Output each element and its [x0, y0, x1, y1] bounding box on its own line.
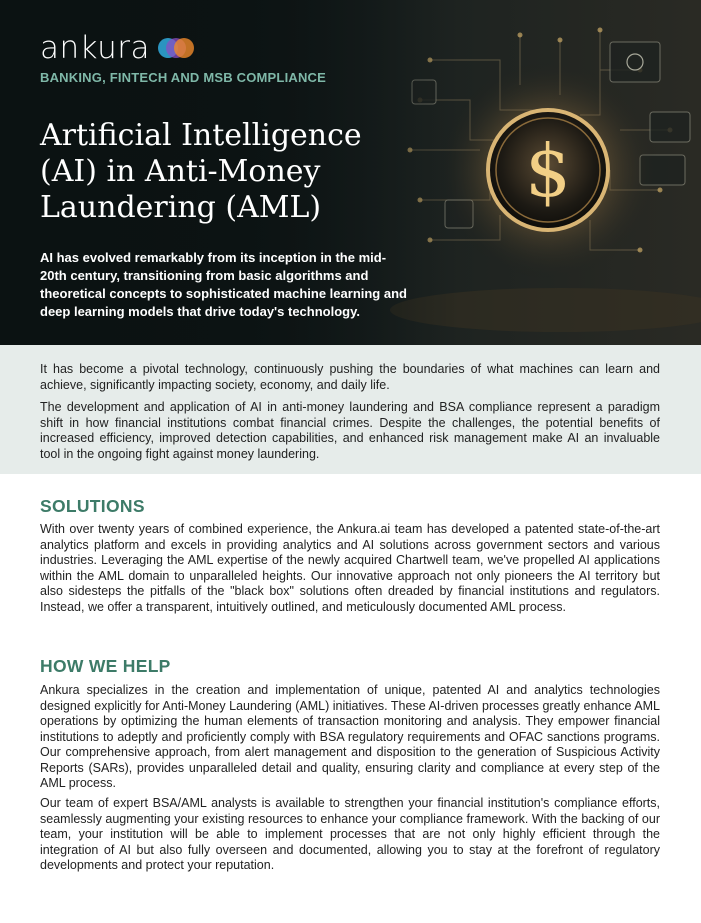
logo-text: ankura — [40, 30, 151, 66]
intro-paragraph-1: It has become a pivotal technology, continuously pushing the boundaries of what machines can learn and achieve, significantly impacting society, economy, and daily life. — [40, 362, 660, 392]
dollar-coin-icon: $ — [525, 129, 571, 213]
title-line: (AI) in Anti-Money — [40, 154, 321, 189]
hero-lead-paragraph: AI has evolved remarkably from its inception in the mid-20th century, transitioning from basic algorithms and theoretical concepts to sophisticated machine learning and deep learning models that drive today's technology. — [40, 250, 407, 319]
hero-banner — [0, 0, 701, 345]
title-line: Artificial Intelligence — [40, 118, 362, 153]
eyebrow-label: BANKING, FINTECH AND MSB COMPLIANCE — [40, 70, 327, 85]
intro-paragraph-2: The development and application of AI in anti-money laundering and BSA compliance represent a paradigm shift in how financial institutions combat financial crimes. Despite the challenges, the potential benefits of increased efficiency, improved detection capabilities, and enhanced risk management make AI an invaluable tool in the ongoing fight against money laundering. — [40, 400, 660, 461]
page-title — [40, 118, 400, 226]
how-we-help-paragraph-1: Ankura specializes in the creation and implementation of unique, patented AI and analytics technologies designed explicitly for Anti-Money Laundering (AML) initiatives. These AI-driven processes greatly enhance AML operations by optimizing the human elements of transaction monitoring and analysis. They empower financial institutions to adeptly and proficiently comply with BSA regulatory requirements and OFAC sanctions programs. Our comprehensive approach, from alert management and disposition to the generation of Suspicious Activity Reports (SARs), provides unparalleled detail and quality, ensuring clarity and compliance at every step of the AML process. — [40, 683, 660, 790]
ankura-logo — [40, 30, 196, 66]
title-line: Laundering (AML) — [40, 190, 322, 225]
solutions-paragraph: With over twenty years of combined experience, the Ankura.ai team has developed a patented state-of-the-art analytics platform and excels in providing analytics and AI solutions across government sectors and various industries. Leveraging the AML expertise of the newly acquired Chartwell team, we've propelled AI applications within the AML domain to unparalleled heights. Our innovative approach not only pioneers the AI territory but also sidesteps the pitfalls of the "black box" solutions often dreaded by financial institutions and regulators. Instead, we offer a transparent, intuitively outlined, and meticulously documented AML process. — [40, 522, 660, 614]
intro-band — [0, 345, 701, 474]
solutions-heading: SOLUTIONS — [40, 496, 145, 516]
ankura-logo-icon — [156, 36, 196, 60]
how-we-help-heading: HOW WE HELP — [40, 656, 171, 676]
how-we-help-paragraph-2: Our team of expert BSA/AML analysts is available to strengthen your financial institution's compliance efforts, seamlessly augmenting your existing resources to enhance your compliance framework. With the backing of our team, your institution will be able to implement processes that are not only highly efficient through the integration of AI but also fully overseen and documented, allowing you to stay at the forefront of regulatory developments and protect your reputation. — [40, 796, 660, 872]
